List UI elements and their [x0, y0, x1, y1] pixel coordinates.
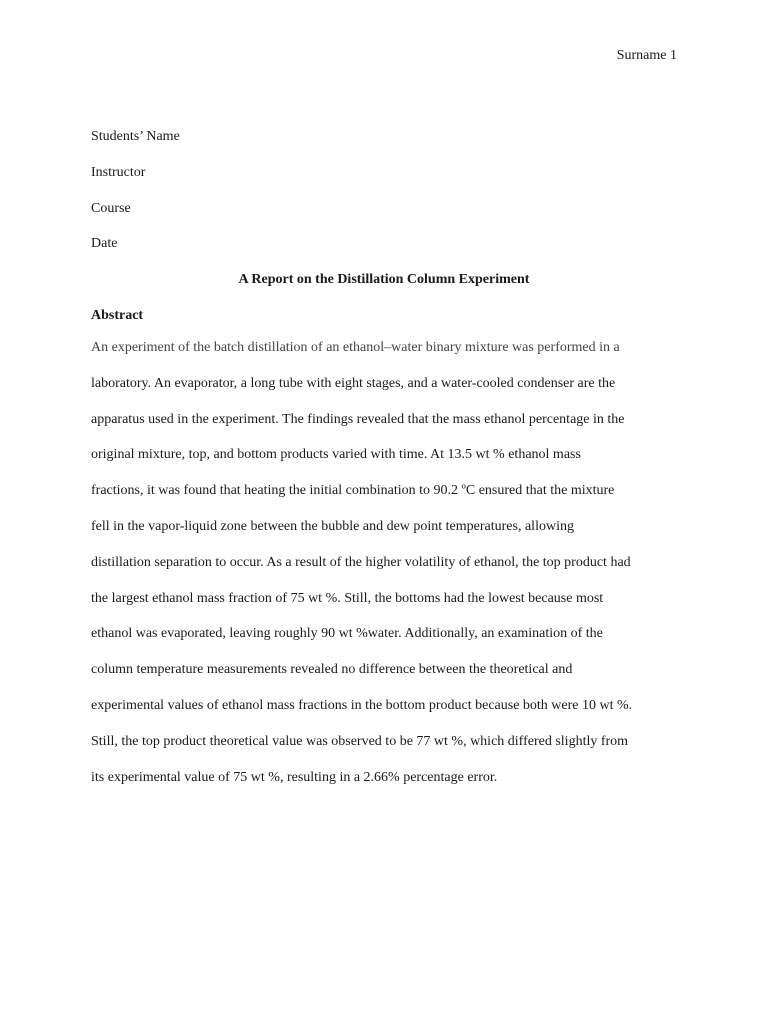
document-title: A Report on the Distillation Column Experiment: [238, 272, 530, 288]
abstract-line: ethanol was evaporated, leaving roughly 90 wt %water. Additionally, an examination of the: [91, 626, 603, 642]
document-content: [91, 128, 677, 785]
abstract-heading: Abstract: [91, 307, 144, 323]
running-head: Surname 1: [616, 48, 677, 63]
abstract-line: distillation separation to occur. As a result of the higher volatility of ethanol, the top product had: [91, 554, 631, 570]
abstract-line: fell in the vapor-liquid zone between the bubble and dew point temperatures, allowing: [91, 518, 574, 534]
student-name: Students’ Name: [91, 129, 180, 144]
abstract-line: An experiment of the batch distillation of an ethanol–water binary mixture was performed in a: [91, 340, 620, 355]
abstract-line: fractions, it was found that heating the initial combination to 90.2 ºC ensured that the mixture: [91, 483, 615, 499]
submission-date: Date: [91, 236, 118, 252]
abstract-line: original mixture, top, and bottom products varied with time. At 13.5 wt % ethanol mass: [91, 447, 581, 463]
abstract-line: column temperature measurements revealed no difference between the theoretical and: [91, 662, 573, 678]
abstract-paragraph: [91, 339, 677, 804]
abstract-line: Still, the top product theoretical value was observed to be 77 wt %, which differed slightly from: [91, 733, 629, 749]
abstract-line: its experimental value of 75 wt %, resulting in a 2.66% percentage error.: [91, 769, 498, 785]
abstract-line: experimental values of ethanol mass fractions in the bottom product because both were 10 wt %.: [91, 697, 633, 713]
abstract-line: apparatus used in the experiment. The findings revealed that the mass ethanol percentage in the: [91, 411, 625, 427]
course-name: Course: [91, 200, 131, 216]
instructor-name: Instructor: [91, 164, 146, 180]
abstract-line: laboratory. An evaporator, a long tube with eight stages, and a water-cooled condenser are the: [91, 375, 616, 391]
abstract-line: the largest ethanol mass fraction of 75 wt %. Still, the bottoms had the lowest because most: [91, 590, 604, 606]
